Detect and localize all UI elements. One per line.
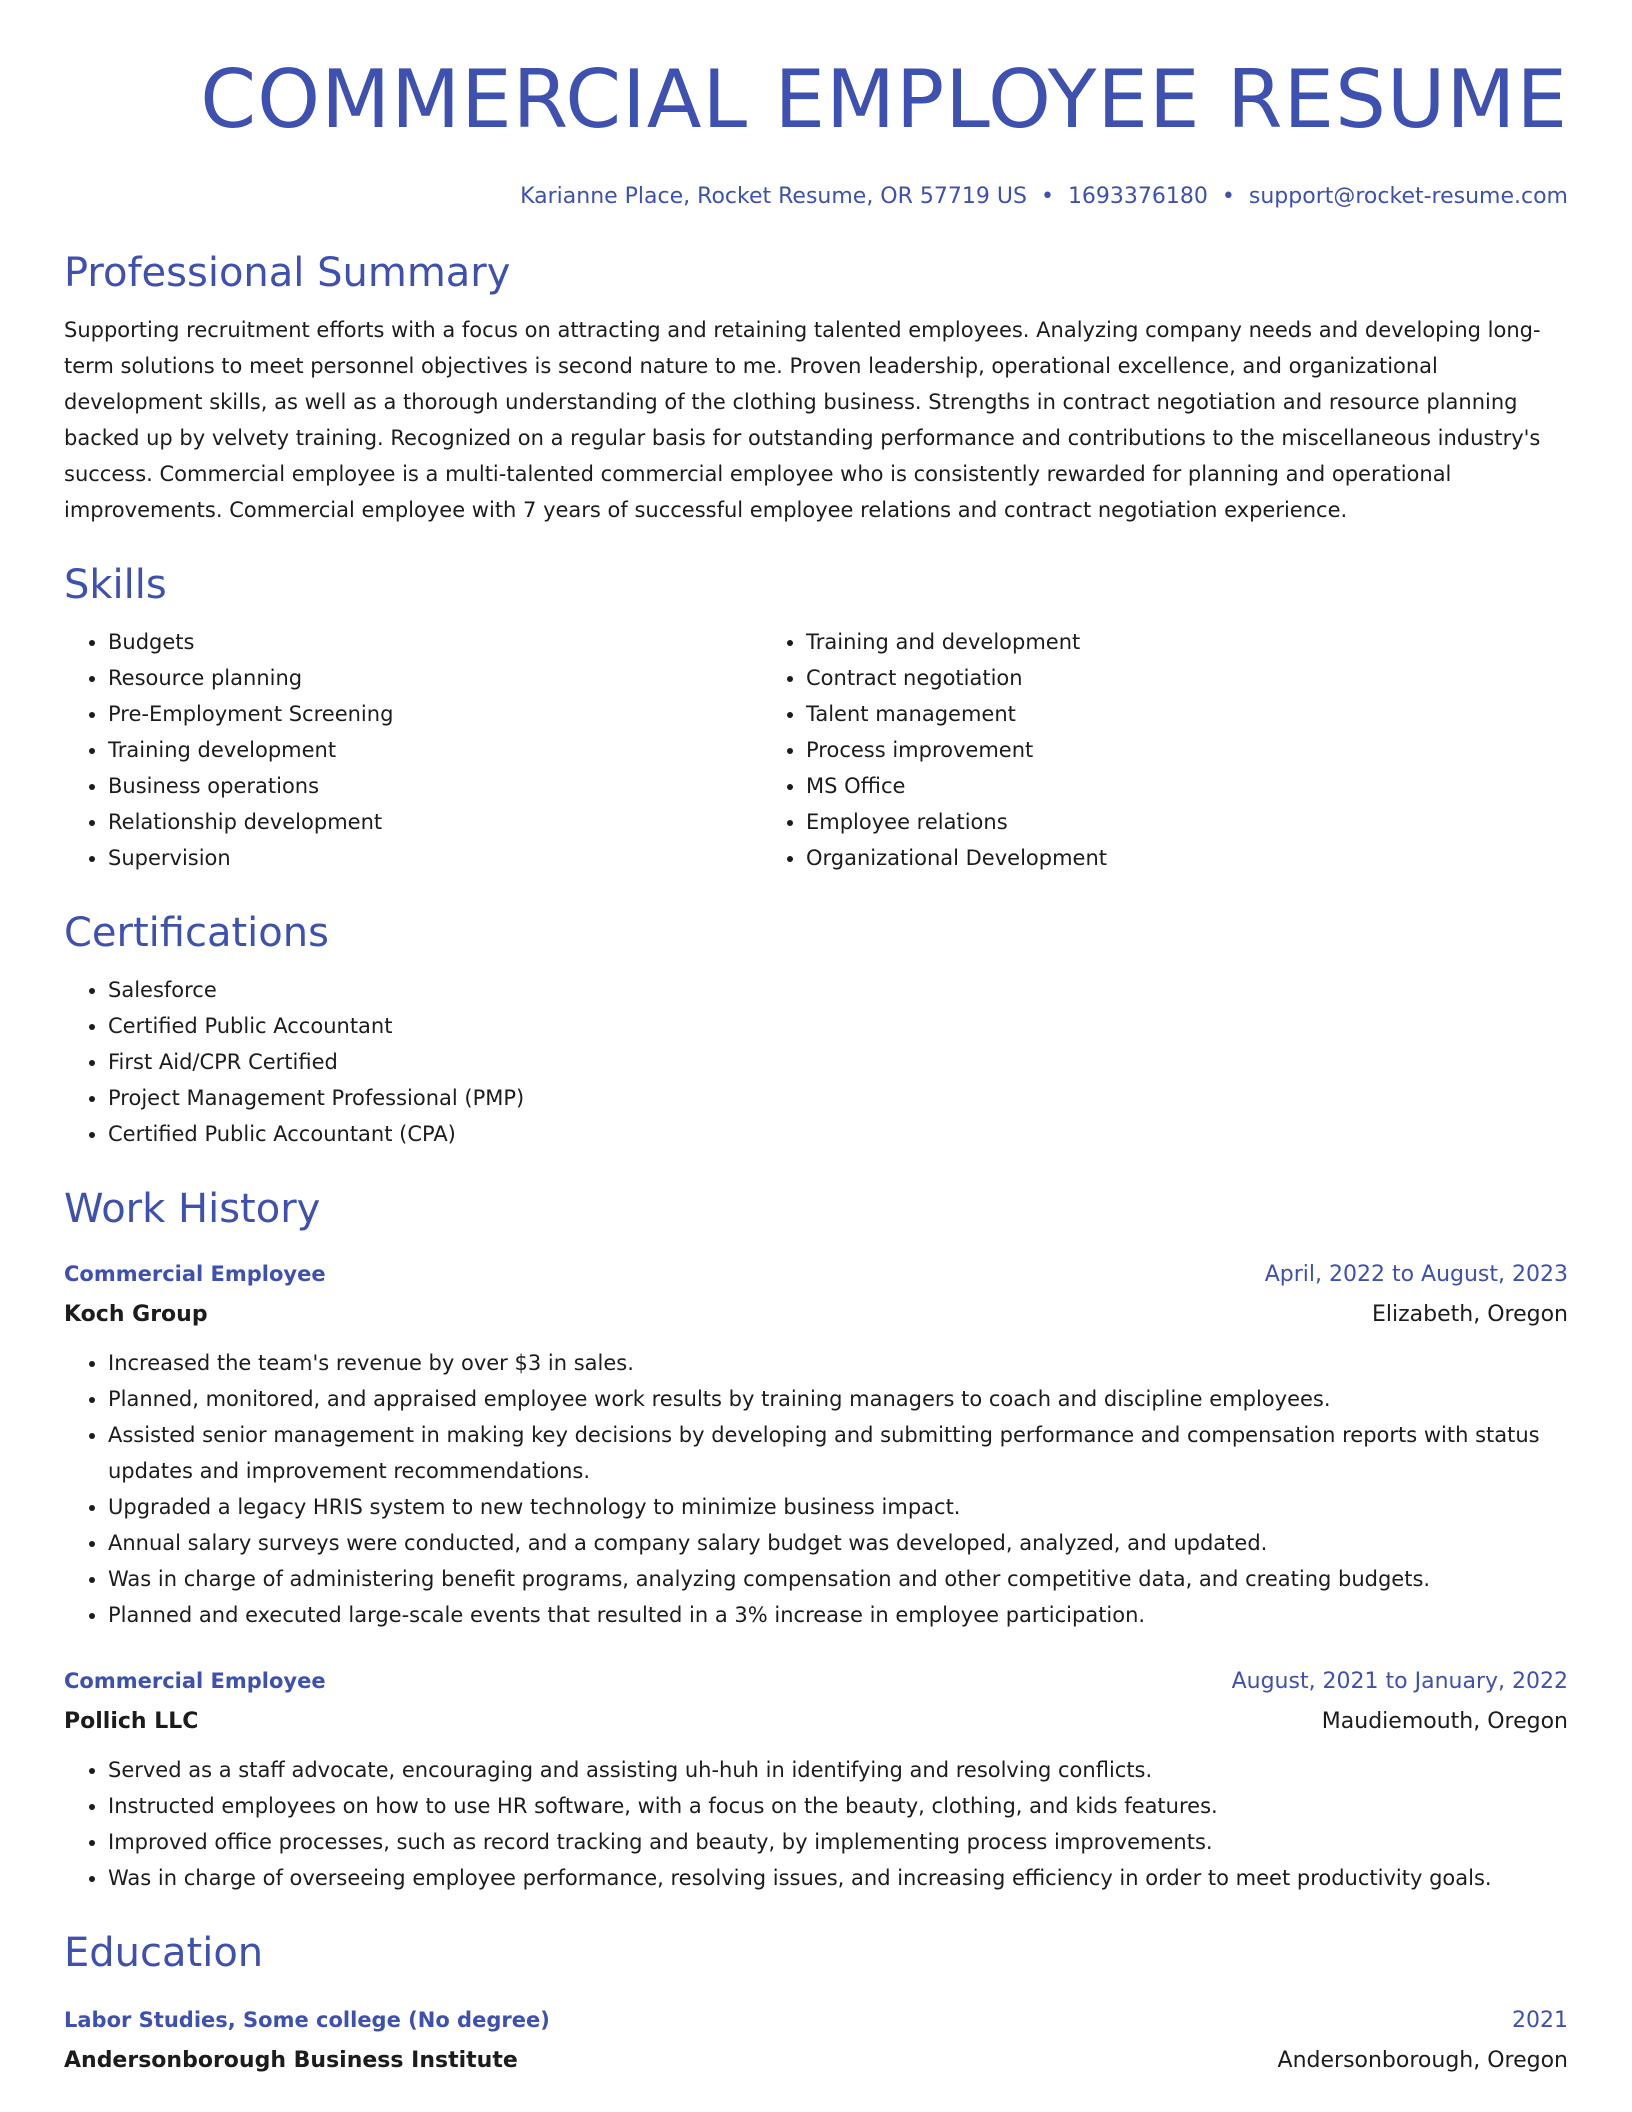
job-bullet: • Planned, monitored, and appraised employee work results by training managers to coach and discipline employees. [108,1381,1568,1417]
certification-item: • Certified Public Accountant [108,1008,1568,1044]
skills-right-column [762,624,1460,876]
resume-title: COMMERCIAL EMPLOYEE RESUME [200,53,1568,146]
skill-item: • Pre-Employment Screening [108,696,762,732]
job-entry [64,1254,1568,1633]
work-history-heading: Work History [64,1186,321,1232]
certification-item: • Project Management Professional (PMP) [108,1080,1568,1116]
job-company-row [64,1702,1568,1742]
job-bullet: • Annual salary surveys were conducted, and a company salary budget was developed, analyzed, and updated. [108,1525,1568,1561]
summary-heading: Professional Summary [64,250,511,296]
job-location: Maudiemouth, Oregon [1321,1709,1568,1734]
contact-email: support@rocket-resume.com [1248,184,1568,209]
job-title: Commercial Employee [64,1262,326,1286]
education-degree: Labor Studies, Some college (No degree) [64,2008,550,2032]
certification-item: • First Aid/CPR Certified [108,1044,1568,1080]
job-dates: April, 2022 to August, 2023 [1264,1262,1568,1287]
contact-address: Karianne Place, Rocket Resume, OR 57719 US [520,184,1027,209]
job-bullet: • Upgraded a legacy HRIS system to new technology to minimize business impact. [108,1489,1568,1525]
job-company: Pollich LLC [64,1709,199,1734]
education-entry [64,2000,1568,2081]
education-heading: Education [64,1930,264,1976]
certification-item: • Certified Public Accountant (CPA) [108,1116,1568,1152]
job-location: Elizabeth, Oregon [1372,1302,1568,1327]
skill-item: • Budgets [108,624,762,660]
contact-line [64,182,1568,212]
job-bullets [64,1345,1568,1633]
skill-item: • Business operations [108,768,762,804]
skill-item: • Contract negotiation [806,660,1460,696]
job-title: Commercial Employee [64,1669,326,1693]
education-location: Andersonborough, Oregon [1277,2048,1568,2073]
job-bullet: • Assisted senior management in making key decisions by developing and submitting performance and compensation reports with status updates and improvement recommendations. [108,1417,1568,1489]
job-bullet: • Served as a staff advocate, encouraging and assisting uh-huh in identifying and resolving conflicts. [108,1752,1568,1788]
contact-separator: • [1040,184,1054,209]
skill-item: • Training development [108,732,762,768]
skill-item: • Organizational Development [806,840,1460,876]
skill-item: • MS Office [806,768,1460,804]
education-year: 2021 [1512,2008,1568,2033]
skill-item: • Training and development [806,624,1460,660]
job-bullet: • Was in charge of administering benefit programs, analyzing compensation and other competitive data, and creating budgets. [108,1561,1568,1597]
skill-item: • Employee relations [806,804,1460,840]
job-company-row [64,1295,1568,1335]
education-school: Andersonborough Business Institute [64,2048,518,2073]
skills-heading: Skills [64,562,167,608]
skill-item: • Supervision [108,840,762,876]
certifications-heading: Certifications [64,910,329,956]
job-bullet: • Improved office processes, such as record tracking and beauty, by implementing process improvements. [108,1824,1568,1860]
skill-item: • Relationship development [108,804,762,840]
skill-item: • Process improvement [806,732,1460,768]
job-header-row [64,1661,1568,1702]
summary-text: Supporting recruitment efforts with a focus on attracting and retaining talented employees. Analyzing company needs and developing long-term solutions to meet personnel objectives is second nature to me. Proven leadership, operational excellence, and organizational development skills, as well as a thorough understanding of the clothing business. Strengths in contract negotiation and resource planning backed up by velvety training. Recognized on a regular basis for outstanding performance and contributions to the miscellaneous industry's success. Commercial employee is a multi-talented commercial employee who is consistently rewarded for planning and operational improvements. Commercial employee with 7 years of successful employee relations and contract negotiation experience. [64,318,1541,522]
certification-item: • Salesforce [108,972,1568,1008]
contact-separator: • [1221,184,1235,209]
certifications-list [64,972,1568,1152]
education-header-row [64,2000,1568,2041]
job-bullet: • Planned and executed large-scale events that resulted in a 3% increase in employee participation. [108,1597,1568,1633]
job-entry [64,1661,1568,1896]
job-dates: August, 2021 to January, 2022 [1231,1669,1568,1694]
skill-item: • Resource planning [108,660,762,696]
job-bullets [64,1752,1568,1896]
skills-left-column [64,624,762,876]
education-school-row [64,2041,1568,2081]
job-header-row [64,1254,1568,1295]
job-company: Koch Group [64,1302,208,1327]
contact-phone: 1693376180 [1067,184,1208,209]
skills-list [64,624,1568,876]
skill-item: • Talent management [806,696,1460,732]
job-bullet: • Instructed employees on how to use HR software, with a focus on the beauty, clothing, and kids features. [108,1788,1568,1824]
job-bullet: • Increased the team's revenue by over $3 in sales. [108,1345,1568,1381]
job-bullet: • Was in charge of overseeing employee performance, resolving issues, and increasing efficiency in order to meet productivity goals. [108,1860,1568,1896]
